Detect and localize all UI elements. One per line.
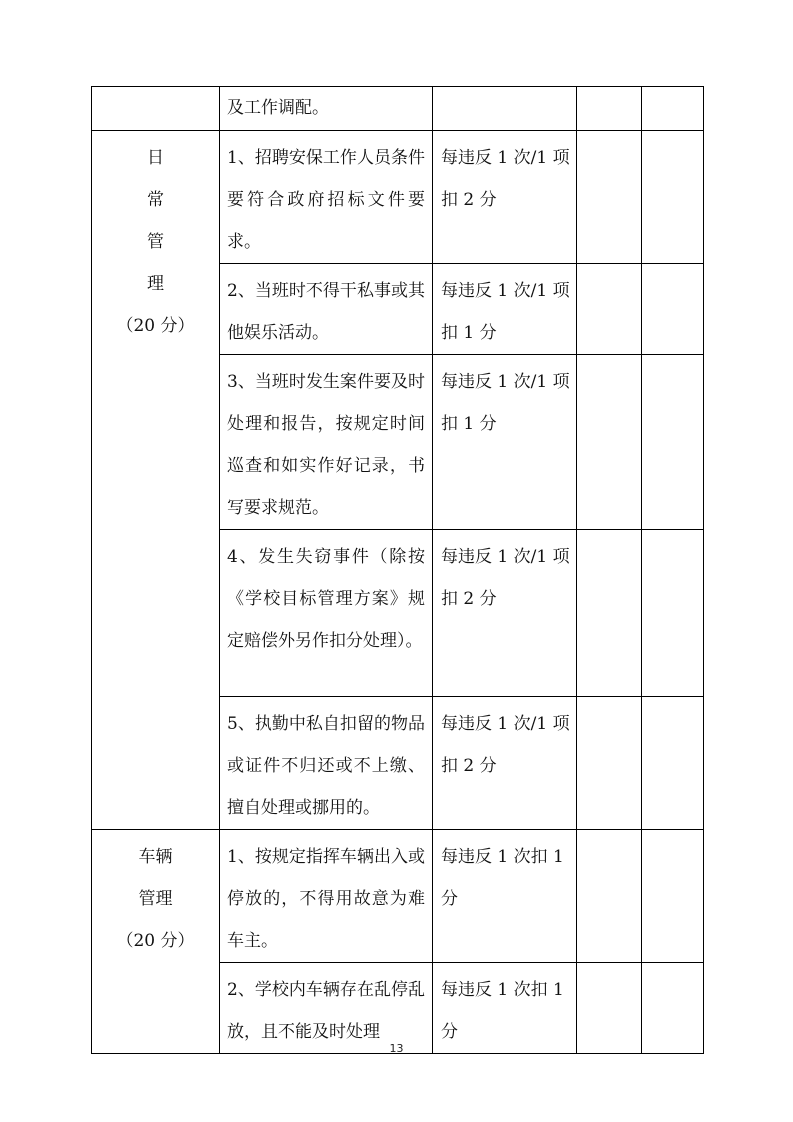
blank-cell <box>642 264 704 355</box>
item-score: 每违反 1 次扣 1 分 <box>433 830 577 963</box>
blank-cell <box>642 830 704 963</box>
category-cell <box>92 87 220 131</box>
category-line: 管 <box>147 232 164 252</box>
item-score: 每违反 1 次/1 项扣 2 分 <box>433 530 577 697</box>
blank-cell <box>577 830 642 963</box>
blank-cell <box>577 87 642 131</box>
item-score: 每违反 1 次/1 项扣 2 分 <box>433 697 577 830</box>
item-text: 1、按规定指挥车辆出入或停放的，不得用故意为难车主。 <box>220 830 433 963</box>
item-score <box>433 87 577 131</box>
blank-cell <box>642 963 704 1054</box>
category-line: （20 分） <box>116 931 195 951</box>
item-text: 5、执勤中私自扣留的物品或证件不归还或不上缴、擅自处理或挪用的。 <box>220 697 433 830</box>
item-score: 每违反 1 次/1 项扣 2 分 <box>433 131 577 264</box>
assessment-table <box>91 86 704 1054</box>
item-text: 2、学校内车辆存在乱停乱放，且不能及时处理 <box>220 963 433 1054</box>
page-number: 13 <box>389 1042 404 1055</box>
blank-cell <box>642 697 704 830</box>
blank-cell <box>577 530 642 697</box>
category-line: （20 分） <box>116 316 195 336</box>
item-text: 4、发生失窃事件（除按《学校目标管理方案》规定赔偿外另作扣分处理）。 <box>220 530 433 697</box>
blank-cell <box>577 264 642 355</box>
table-row <box>92 131 704 264</box>
category-line: 常 <box>147 190 164 210</box>
blank-cell <box>577 355 642 530</box>
item-score: 每违反 1 次扣 1 分 <box>433 963 577 1054</box>
category-cell-vehicle-management <box>92 830 220 1054</box>
item-score: 每违反 1 次/1 项扣 1 分 <box>433 264 577 355</box>
blank-cell <box>577 131 642 264</box>
item-text: 1、招聘安保工作人员条件要符合政府招标文件要求。 <box>220 131 433 264</box>
blank-cell <box>642 530 704 697</box>
blank-cell <box>577 963 642 1054</box>
blank-cell <box>642 131 704 264</box>
table-row <box>92 87 704 131</box>
category-line: 理 <box>147 274 164 294</box>
item-score: 每违反 1 次/1 项扣 1 分 <box>433 355 577 530</box>
blank-cell <box>577 697 642 830</box>
blank-cell <box>642 355 704 530</box>
table-row <box>92 830 704 963</box>
item-text: 及工作调配。 <box>220 87 433 131</box>
category-line: 管理 <box>138 889 173 909</box>
category-line: 日 <box>147 148 164 168</box>
item-text: 3、当班时发生案件要及时处理和报告，按规定时间巡查和如实作好记录，书写要求规范。 <box>220 355 433 530</box>
blank-cell <box>642 87 704 131</box>
item-text: 2、当班时不得干私事或其他娱乐活动。 <box>220 264 433 355</box>
category-cell-daily-management <box>92 131 220 830</box>
category-line: 车辆 <box>138 847 173 867</box>
